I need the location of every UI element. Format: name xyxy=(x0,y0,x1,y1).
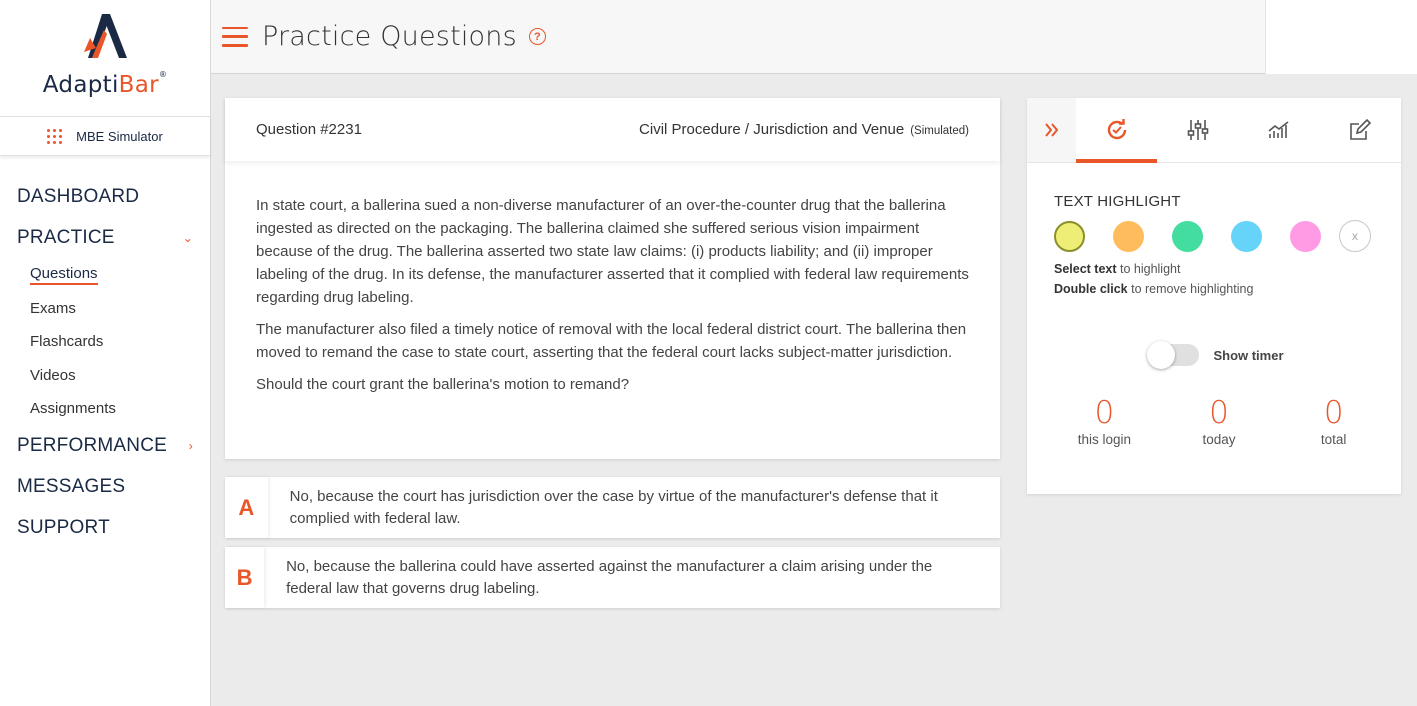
answer-letter: A xyxy=(225,477,268,538)
question-stats xyxy=(1027,396,1401,447)
answer-option-b[interactable] xyxy=(225,547,1000,608)
answer-text: No, because the ballerina could have asserted against the manufacturer a claim arising under the federal law that governs drug labeling. xyxy=(286,558,933,597)
nav-practice[interactable]: PRACTICE ⌄ xyxy=(17,226,193,248)
simulated-tag: (Simulated) xyxy=(910,125,969,137)
hamburger-menu-icon[interactable] xyxy=(222,27,248,47)
answer-text: No, because the court has jurisdiction over the case by virtue of the manufacturer's defense that it complied with federal law. xyxy=(289,488,938,527)
question-topic: Civil Procedure / Jurisdiction and Venue (Simulated) xyxy=(639,121,969,138)
highlight-swatch-yellow[interactable] xyxy=(1054,221,1085,252)
highlight-color-swatches xyxy=(1054,220,1401,252)
nav-sub-flashcards[interactable]: Flashcards xyxy=(30,333,104,351)
timer-row xyxy=(1027,344,1401,366)
notes-edit-icon xyxy=(1348,118,1372,142)
question-header xyxy=(225,98,1000,161)
top-header xyxy=(211,0,1417,74)
highlight-swatch-green[interactable] xyxy=(1172,221,1203,252)
highlight-hint-select: Select text to highlight xyxy=(1054,262,1181,276)
tab-notes[interactable] xyxy=(1320,98,1401,162)
tab-performance[interactable] xyxy=(1239,98,1320,162)
nav-dashboard[interactable]: DASHBOARD xyxy=(17,185,140,207)
page-title: Practice Questions xyxy=(262,21,517,52)
show-timer-label: Show timer xyxy=(1213,347,1284,363)
logo[interactable] xyxy=(0,0,210,116)
chevron-down-icon: ⌄ xyxy=(182,230,193,245)
sliders-icon xyxy=(1186,118,1210,142)
mbe-simulator-button[interactable] xyxy=(0,116,210,156)
header-right-area xyxy=(1265,0,1417,74)
chevron-right-icon: › xyxy=(188,439,193,453)
nav-messages[interactable]: MESSAGES xyxy=(17,476,126,497)
refresh-icon xyxy=(1104,117,1130,143)
brand-name: AdaptiBar® xyxy=(42,70,168,98)
sidebar xyxy=(0,0,211,706)
tab-settings[interactable] xyxy=(1157,98,1238,162)
help-icon[interactable]: ? xyxy=(529,28,546,45)
highlight-swatch-pink[interactable] xyxy=(1290,221,1321,252)
answer-option-a[interactable] xyxy=(225,477,1000,538)
nav-sub-questions[interactable]: Questions xyxy=(0,258,210,292)
question-number: Question #2231 xyxy=(256,121,362,138)
text-highlight-title: TEXT HIGHLIGHT xyxy=(1054,193,1181,210)
nav-sub-videos[interactable]: Videos xyxy=(30,366,76,384)
highlight-swatch-blue[interactable] xyxy=(1231,221,1262,252)
question-paragraph: The manufacturer also filed a timely notice of removal with the local federal district court. The ballerina then moved to remand the case to state court, asserting that the federal court lacks subject-matter jurisdiction. xyxy=(256,321,967,361)
stat-this-login: 0 this login xyxy=(1077,395,1131,447)
tools-panel xyxy=(1027,98,1401,494)
adaptibar-logo-icon xyxy=(80,12,130,62)
stat-total: 0 total xyxy=(1320,395,1347,447)
main-nav xyxy=(0,156,210,549)
question-card xyxy=(225,98,1000,459)
highlight-swatch-orange[interactable] xyxy=(1113,221,1144,252)
question-paragraph: In state court, a ballerina sued a non-diverse manufacturer of an over-the-counter drug that the ballerina ingested as directed on the packaging. The ballerina claimed she suffered serious vision impairment because of the drug. The ballerina asserted two state law claims: (i) products liability; and (ii) improper labeling of the drug. In its defense, the manufacturer asserted that it complied with federal law requirements regarding drug labeling. xyxy=(256,197,969,306)
stat-today: 0 today xyxy=(1202,395,1236,447)
nav-performance[interactable]: PERFORMANCE › xyxy=(17,435,193,456)
nav-support[interactable]: SUPPORT xyxy=(17,517,110,538)
tab-highlight-refresh[interactable] xyxy=(1076,98,1157,162)
nav-sub-exams[interactable]: Exams xyxy=(30,299,76,317)
chart-icon xyxy=(1267,118,1291,142)
clear-highlight-icon[interactable]: x xyxy=(1339,220,1371,252)
panel-tabs xyxy=(1027,98,1401,163)
highlight-hint-remove: Double click to remove highlighting xyxy=(1054,282,1254,296)
question-prompt: Should the court grant the ballerina's motion to remand? xyxy=(256,376,630,393)
collapse-panel-tab[interactable] xyxy=(1027,98,1076,162)
show-timer-toggle[interactable] xyxy=(1149,344,1199,366)
double-chevron-right-icon xyxy=(1044,122,1060,138)
simulator-label: MBE Simulator xyxy=(76,128,163,144)
grid-dots-icon xyxy=(47,129,62,144)
nav-sub-assignments[interactable]: Assignments xyxy=(30,400,116,418)
answer-letter: B xyxy=(225,547,264,608)
question-body[interactable] xyxy=(225,161,1000,396)
